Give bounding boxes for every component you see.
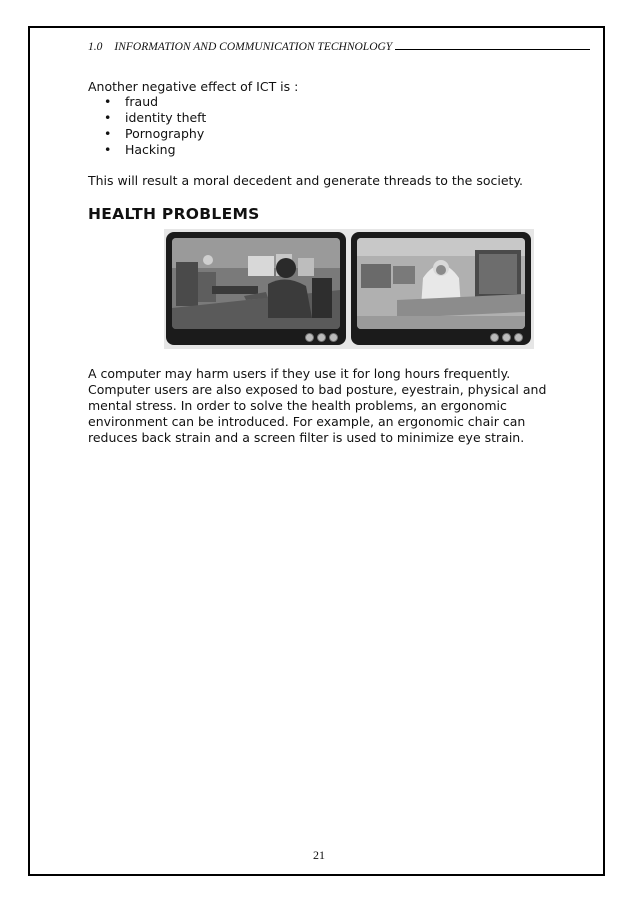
running-header [88,39,590,55]
chapter-number: 1.0 [88,41,103,53]
chapter-title: INFORMATION AND COMMUNICATION TECHNOLOGY [114,41,393,53]
header-rule [395,49,590,50]
health-problems-paragraph [88,366,563,446]
control-dot-icon [490,333,499,342]
result-text: This will result a moral decedent and generate threads to the society. [88,173,524,188]
woman-at-computer-illustration [357,238,525,329]
intro-text: Another negative effect of ICT is : [88,79,299,94]
paragraph-line: mental stress. In order to solve the health problems, an ergonomic [88,398,507,413]
photo-controls [490,333,523,342]
paragraph-line: A computer may harm users if they use it for long hours frequently. [88,366,511,381]
negative-effects-list [88,94,206,158]
page-number: 21 [313,848,325,862]
control-dot-icon [502,333,511,342]
paragraph-line: Computer users are also exposed to bad posture, eyestrain, physical and [88,382,547,397]
photo-woman-at-computer [351,232,531,345]
control-dot-icon [305,333,314,342]
paragraph-line: environment can be introduced. For example, an ergonomic chair can [88,414,526,429]
list-item: • fraud [88,94,206,110]
photo-man-at-computer [166,232,346,345]
list-item: • Pornography [88,126,206,142]
list-item: • identity theft [88,110,206,126]
control-dot-icon [317,333,326,342]
photo-strip [164,229,534,349]
photo-controls [305,333,338,342]
list-item: • Hacking [88,142,206,158]
man-at-computer-illustration [172,238,340,329]
paragraph-line: reduces back strain and a screen filter is used to minimize eye strain. [88,430,525,445]
control-dot-icon [329,333,338,342]
control-dot-icon [514,333,523,342]
section-heading: HEALTH PROBLEMS [88,205,260,223]
